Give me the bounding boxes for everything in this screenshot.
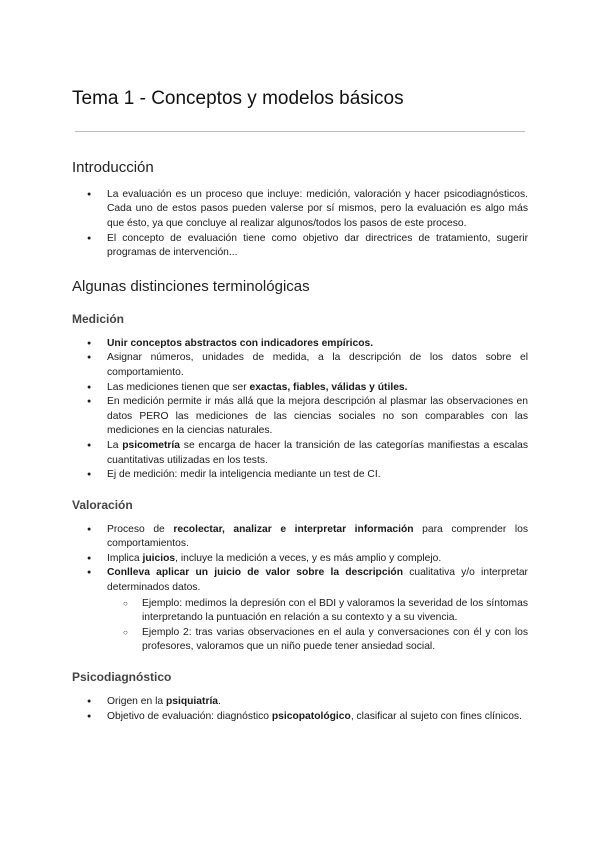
list-item: [72, 710, 528, 725]
item-text: Ejemplo 2: tras varias observaciones en el aula y conversaciones con él y con los profesores, valoramos que un niño puede tener ansiedad social.: [142, 626, 528, 653]
item-bold: Unir conceptos abstractos con indicadores empíricos.: [107, 337, 374, 349]
list-item: [72, 695, 528, 710]
heading-valoracion: Valoración: [72, 497, 133, 512]
list-item: [72, 439, 528, 468]
psicodiagnostico-list: [72, 695, 528, 724]
item-text: , incluye la medición a veces, y es más amplio y complejo.: [175, 552, 442, 564]
list-item: [72, 468, 528, 483]
item-bold: psiquiatría: [165, 696, 219, 708]
item-bold: juicios: [142, 552, 176, 564]
item-text: En medición permite ir más allá que la mejora descripción al plasmar las observaciones en datos PERO las mediciones de las ciencias sociales no son comparables con las mediciones en la ciencias naturales.: [107, 396, 528, 437]
item-text: Proceso de: [107, 523, 174, 535]
list-item: [72, 188, 528, 232]
item-text: Ej de medición: medir la inteligencia mediante un test de CI.: [107, 469, 381, 481]
list-item: [72, 552, 528, 567]
item-text: cualitativa y/o interpretar determinados datos.: [107, 567, 528, 594]
item-text: La evaluación es un proceso que incluye: medición, valoración y hacer psicodiagnósticos. Cada uno de estos pasos pueden valerse por sí mismos, pero la evaluación es algo más que ésto, ya que concluye al realizar algunos/todos los pasos de este proceso.: [107, 188, 528, 229]
item-bold: psicometría: [122, 439, 181, 451]
list-item: [72, 337, 528, 352]
valoracion-list: [72, 523, 528, 655]
item-text: para comprender los comportamientos.: [107, 523, 528, 550]
document-page: [72, 88, 528, 724]
item-bold: recolectar, analizar e interpretar información: [173, 523, 414, 535]
list-item: [72, 381, 528, 396]
item-text: Ejemplo: medimos la depresión con el BDI y valoramos la severidad de los síntomas interpretando la puntuación en relación a su contexto y a su vivencia.: [142, 597, 528, 624]
item-text: El concepto de evaluación tiene como objetivo dar directrices de tratamiento, sugerir programas de intervención...: [107, 232, 528, 259]
section-distinciones: [72, 278, 528, 295]
item-text: , clasificar al sujeto con fines clínicos.: [350, 710, 522, 722]
list-item: [72, 523, 528, 552]
list-item: [72, 395, 528, 439]
item-text: Objetivo de evaluación: diagnóstico: [107, 710, 272, 722]
medicion-list: [72, 337, 528, 483]
section-medicion: [72, 312, 528, 483]
heading-psicodiagnostico: Psicodiagnóstico: [72, 670, 172, 685]
item-text: Asignar números, unidades de medida, a la descripción de los datos sobre el comportamiento.: [107, 352, 528, 378]
list-item: [72, 566, 528, 655]
title-divider: [75, 131, 525, 132]
sublist-item: [107, 597, 528, 626]
item-bold: psicopatológico: [271, 710, 351, 722]
item-text: Origen en la: [107, 696, 166, 708]
intro-list: [72, 188, 528, 261]
heading-introduccion: Introducción: [72, 158, 154, 176]
item-text: Implica: [107, 552, 143, 564]
item-text: Las mediciones tienen que ser: [107, 381, 250, 393]
item-bold: exactas, fiables, válidas y útiles.: [249, 381, 408, 393]
heading-distinciones: Algunas distinciones terminológicas: [72, 277, 310, 295]
section-introduccion: [72, 159, 528, 261]
page-title: Tema 1 - Conceptos y modelos básicos: [72, 88, 404, 109]
item-text: La: [107, 439, 123, 451]
item-bold: Conlleva aplicar un juicio de valor sobre la descripción: [107, 567, 404, 579]
list-item: [72, 351, 528, 380]
valoracion-sublist: [107, 597, 528, 655]
section-valoracion: [72, 498, 528, 655]
list-item: [72, 232, 528, 261]
sublist-item: [107, 626, 528, 655]
item-text: .: [218, 696, 221, 708]
item-text: se encarga de hacer la transición de las categorías manifiestas a escalas cuantitativas utilizadas en los tests.: [107, 439, 528, 466]
heading-medicion: Medición: [72, 311, 125, 326]
section-psicodiagnostico: [72, 670, 528, 724]
